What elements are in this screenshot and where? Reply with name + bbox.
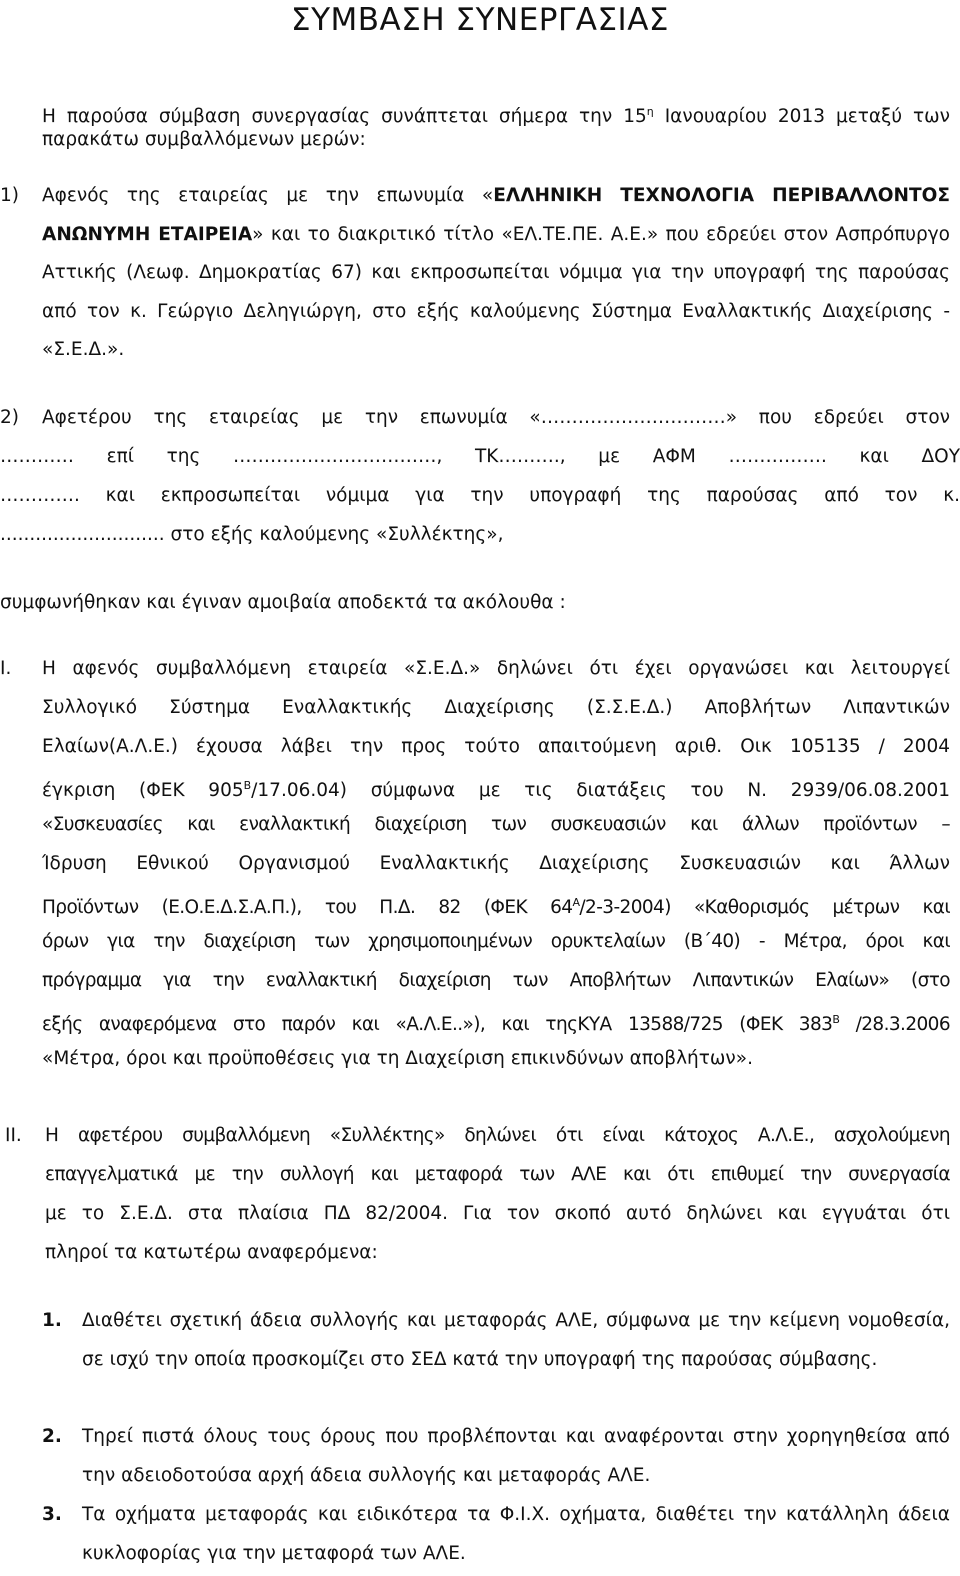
section1-line-2: Συλλογικό Σύστημα Εναλλακτικής Διαχείρισης (Σ.Σ.Ε.Δ.) Αποβλήτων Λιπαντικών	[42, 697, 950, 718]
item-2-number: 2.	[42, 1426, 62, 1447]
item-2-text: Τηρεί πιστά όλους τους όρους που προβλέπονται και αναφέρονται στην χορηγηθείσα από την αδειοδοτούσα αρχή άδεια συλλογής και μεταφοράς ΑΛΕ.	[82, 1426, 950, 1486]
section1-line-10-sup: Β	[832, 1013, 840, 1026]
agreement-statement: συμφωνήθηκαν και έγιναν αμοιβαία αποδεκτά τα ακόλουθα :	[0, 592, 566, 613]
section1-numeral: Ι.	[0, 658, 12, 679]
party1-company-name: ΕΛΛΗΝΙΚΗ ΤΕΧΝΟΛΟΓΙΑ ΠΕΡΙΒΑΛΛΟΝΤΟΣ ΑΝΩΝΥΜΗ ΕΤΑΙΡΕΙΑ	[42, 185, 950, 245]
intro-line-2: παρακάτω συμβαλλόμενων μερών:	[42, 129, 366, 150]
party1-text-b: » και το διακριτικό τίτλο «ΕΛ.ΤΕ.ΠΕ. Α.Ε.» που εδρεύει στον Ασπρόπυργο Αττικής (Λεωφ. Δημοκρατίας 67) και εκπροσωπείται νόμιμα για την υπογραφή της παρούσας από τον κ. Γεώργιο Δεληγιώργη, στο εξής καλούμενης Σύστημα Εναλλακτικής Διαχείρισης - «Σ.Ε.Δ.».	[42, 223, 950, 360]
section1-line-10-post: /28.3.2006	[839, 1014, 951, 1036]
section1-line-9: πρόγραμμα για την εναλλακτική διαχείριση των Αποβλήτων Λιπαντικών Ελαίων» (στο	[42, 970, 950, 991]
section1-line-7	[42, 884, 950, 928]
item-1-number: 1.	[42, 1310, 62, 1331]
section1-line-1: Η αφενός συμβαλλόμενη εταιρεία «Σ.Ε.Δ.» δηλώνει ότι έχει οργανώσει και λειτουργεί	[42, 658, 950, 679]
section1-line-10	[42, 1001, 950, 1045]
party2-number: 2)	[0, 407, 19, 428]
section2-line-4: πληροί τα κατωτέρω αναφερόμενα:	[45, 1242, 378, 1263]
party1-number: 1)	[0, 185, 19, 206]
section2-line-1: Η αφετέρου συμβαλλόμενη «Συλλέκτης» δηλώνει ότι είναι κάτοχος Α.Λ.Ε., ασχολούμενη	[45, 1125, 950, 1146]
intro-line-1-prefix: Η παρούσα σύμβαση συνεργασίας συνάπτεται σήμερα την 15	[42, 106, 647, 128]
section2-numeral: ΙΙ.	[5, 1125, 22, 1146]
party2-line-4: ............................ στο εξής καλούμενης «Συλλέκτης»,	[0, 524, 504, 545]
document-title: ΣΥΜΒΑΣΗ ΣΥΝΕΡΓΑΣΙΑΣ	[291, 2, 669, 38]
section1-line-3: Ελαίων(Α.Λ.Ε.) έχουσα λάβει την προς τούτο απαιτούμενη αριθ. Οικ 105135 / 2004	[42, 736, 950, 757]
section1-line-7-post: /2-3-2004) «Καθορισμός μέτρων και	[579, 897, 951, 919]
section2-line-2: επαγγελματικά με την συλλογή και μεταφορά των ΑΛΕ και ότι επιθυμεί την συνεργασία	[45, 1164, 950, 1185]
intro-line-1-suffix: Ιανουαρίου 2013 μεταξύ των	[653, 106, 951, 128]
section1-line-4-pre: έγκριση (ΦΕΚ 905	[42, 780, 244, 802]
section1-line-6: Ίδρυση Εθνικού Οργανισμού Εναλλακτικής Διαχείρισης Συσκευασιών και Άλλων	[42, 853, 950, 874]
item-3-number: 3.	[42, 1504, 62, 1525]
section1-line-8: όρων για την διαχείριση των χρησιμοποιημένων ορυκτελαίων (Β΄40) - Μέτρα, όροι και	[42, 931, 950, 952]
section1-line-7-pre: Προϊόντων (Ε.Ο.Ε.Δ.Σ.Α.Π.), του Π.Δ. 82 (ΦΕΚ 64	[42, 897, 573, 919]
party2-line-2: ………… επί της ……………………………, ΤΚ………., με ΑΦΜ ……………. και ΔΟΥ	[0, 446, 960, 467]
party1-text-a: Αφενός της εταιρείας με την επωνυμία «	[42, 185, 494, 206]
item-1-text: Διαθέτει σχετική άδεια συλλογής και μεταφοράς ΑΛΕ, σύμφωνα με την κείμενη νομοθεσία, σε ισχύ την οποία προσκομίζει στο ΣΕΔ κατά την υπογραφή της παρούσας σύμβασης.	[82, 1310, 950, 1370]
intro-superscript: η	[646, 105, 654, 118]
party2-line-1: Αφετέρου της εταιρείας με την επωνυμία «…………………………» που εδρεύει στον	[42, 407, 950, 428]
party2-line-3: …………. και εκπροσωπείται νόμιμα για την υπογραφή της παρούσας από τον κ.	[0, 485, 960, 506]
item-3-text: Τα οχήματα μεταφοράς και ειδικότερα τα Φ.Ι.Χ. οχήματα, διαθέτει την κατάλληλη άδεια κυκλοφορίας για την μεταφορά των ΑΛΕ.	[82, 1504, 950, 1564]
section1-line-11: «Μέτρα, όροι και προϋποθέσεις για τη Διαχείριση επικινδύνων αποβλήτων».	[42, 1048, 753, 1069]
section1-line-10-pre: εξής αναφερόμενα στο παρόν και «Α.Λ.Ε..»), και τηςΚΥΑ 13588/725 (ΦΕΚ 383	[42, 1014, 833, 1036]
party1-paragraph	[42, 177, 950, 370]
section1-line-5: «Συσκευασίες και εναλλακτική διαχείριση των συσκευασιών και άλλων προϊόντων –	[42, 814, 950, 835]
section1-line-4-post: /17.06.04) σύμφωνα με τις διατάξεις του Ν. 2939/06.08.2001	[251, 780, 951, 802]
section1-line-4	[42, 767, 950, 811]
section1-line-4-sup: Β	[243, 779, 252, 792]
section2-line-3: με το Σ.Ε.Δ. στα πλαίσια ΠΔ 82/2004. Για τον σκοπό αυτό δηλώνει και εγγυάται ότι	[45, 1203, 950, 1224]
section1-line-7-sup: Α	[572, 896, 580, 909]
